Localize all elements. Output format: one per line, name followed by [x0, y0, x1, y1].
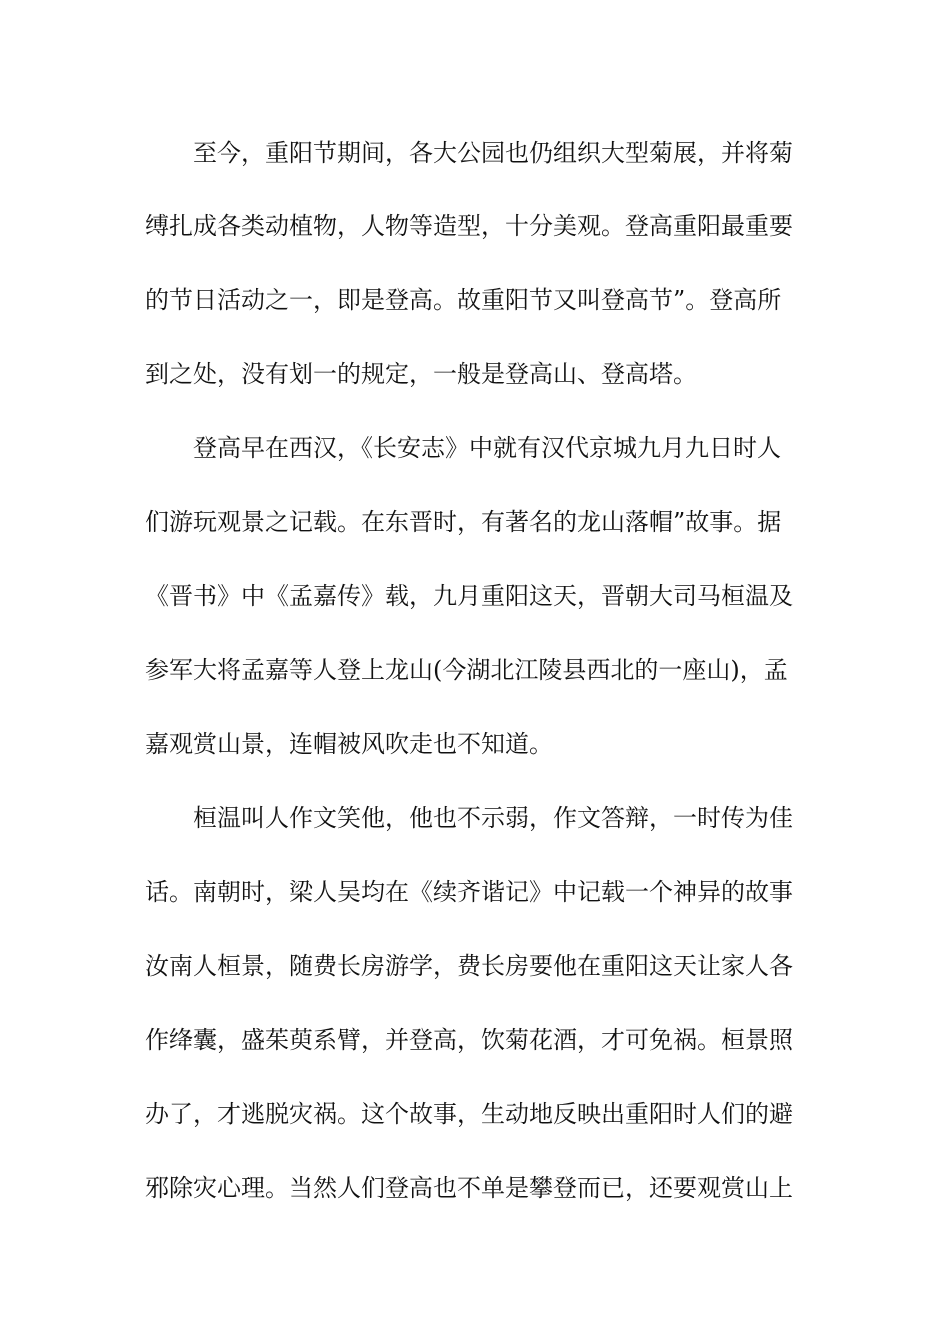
- text-line: 们游玩观景之记载。在东晋时，有著名的龙山落帽”故事。据: [145, 508, 782, 536]
- text-line: 《晋书》中《孟嘉传》载，九月重阳这天，晋朝大司马桓温及: [145, 582, 793, 610]
- text-line: 至今，重阳节期间，各大公园也仍组织大型菊展，并将菊: [193, 139, 793, 167]
- text-line: 的节日活动之一，即是登高。故重阳节又叫登高节”。登高所: [145, 286, 782, 314]
- text-line: 话。南朝时，梁人吴均在《续齐谐记》中记载一个神异的故事: [145, 878, 793, 906]
- text-line: 缚扎成各类动植物，人物等造型，十分美观。登高重阳最重要: [145, 212, 793, 240]
- text-line: 登高早在西汉，《长安志》中就有汉代京城九月九日时人: [193, 434, 781, 462]
- text-line: 汝南人桓景，随费长房游学，费长房要他在重阳这天让家人各: [145, 952, 793, 980]
- text-line: 嘉观赏山景，连帽被风吹走也不知道。: [145, 730, 553, 758]
- text-line: 到之处，没有划一的规定，一般是登高山、登高塔。: [145, 360, 697, 388]
- text-line: 邪除灾心理。当然人们登高也不单是攀登而已，还要观赏山上: [145, 1174, 793, 1202]
- text-line: 参军大将孟嘉等人登上龙山(今湖北江陵县西北的一座山)，孟: [145, 656, 788, 684]
- text-line: 桓温叫人作文笑他，他也不示弱，作文答辩，一时传为佳: [193, 804, 793, 832]
- text-line: 办了，才逃脱灾祸。这个故事，生动地反映出重阳时人们的避: [145, 1100, 793, 1128]
- text-line: 作绛囊，盛茱萸系臂，并登高，饮菊花酒，才可免祸。桓景照: [145, 1026, 793, 1054]
